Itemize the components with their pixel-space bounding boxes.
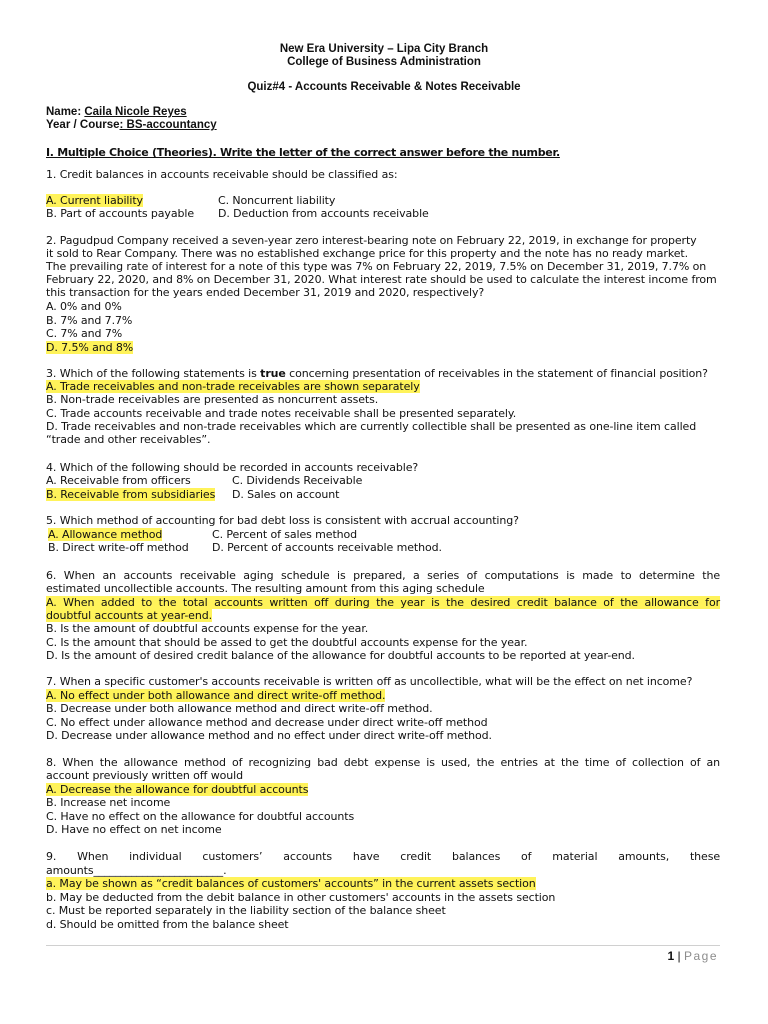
q6-choice-b: B. Is the amount of doubtful accounts expense for the year. (46, 622, 369, 635)
q6-choice-a-line-2 (46, 609, 212, 622)
section-title: I. Multiple Choice (Theories). Write the letter of the correct answer before the number. (46, 146, 560, 159)
question-3-stem (46, 367, 708, 380)
q3-choice-c: C. Trade accounts receivable and trade notes receivable shall be presented separately. (46, 407, 517, 420)
q2-choice-a: A. 0% and 0% (46, 300, 122, 313)
answer-highlight: A. Current liability (46, 194, 143, 207)
q9-choice-d: d. Should be omitted from the balance sheet (46, 918, 289, 931)
q7-choice-a (46, 689, 385, 702)
q3-choice-d-line-2: “trade and other receivables”. (46, 433, 211, 446)
question-2-line-3: The prevailing rate of interest for a note of this type was 7% on February 22, 2019, 7.5% on December 31, 2019, 7.7% on (46, 260, 707, 273)
q8-choice-b: B. Increase net income (46, 796, 171, 809)
question-7-stem: 7. When a specific customer's accounts receivable is written off as uncollectible, what will be the effect on net income? (46, 675, 693, 688)
question-2-line-4: February 22, 2020, and 8% on December 31, 2020. What interest rate should be used to calculate the interest income from (46, 273, 717, 286)
student-name-line (46, 106, 187, 118)
q4-choice-d: D. Sales on account (232, 488, 340, 501)
university-name: New Era University – Lipa City Branch (279, 43, 489, 55)
q6-choice-d: D. Is the amount of desired credit balance of the allowance for doubtful accounts to be reported at year-end. (46, 649, 635, 662)
q4-choice-b (46, 488, 215, 501)
course-line (46, 119, 217, 131)
answer-highlight: A. No effect under both allowance and direct write-off method. (46, 689, 386, 702)
answer-highlight: B. Receivable from subsidiaries (46, 488, 216, 501)
answer-highlight: A. Allowance method (48, 528, 163, 541)
q3-stem-post: concerning presentation of receivables in the statement of financial position? (285, 367, 708, 380)
answer-highlight: a. May be shown as “credit balances of customers' accounts” in the current assets section (46, 877, 536, 890)
q7-choice-d: D. Decrease under allowance method and no effect under direct write-off method. (46, 729, 492, 742)
question-4-stem: 4. Which of the following should be recorded in accounts receivable? (46, 461, 419, 474)
q8-choice-c: C. Have no effect on the allowance for doubtful accounts (46, 810, 355, 823)
q1-choice-b: B. Part of accounts payable (46, 207, 194, 220)
q3-choice-a (46, 380, 420, 393)
footer-separator: | (674, 949, 684, 963)
question-6-line-1: 6. When an accounts receivable aging schedule is prepared, a series of computations is made to determine the (46, 569, 720, 582)
name-label: Name: (46, 106, 85, 118)
q5-choice-a (48, 528, 162, 541)
answer-highlight: A. Trade receivables and non-trade receivables are shown separately (46, 380, 420, 393)
q4-choice-a: A. Receivable from officers (46, 474, 191, 487)
q9-choice-a (46, 877, 536, 890)
q5-choice-c: C. Percent of sales method (212, 528, 358, 541)
q8-choice-a (46, 783, 308, 796)
name-value: Caila Nicole Reyes (84, 106, 187, 118)
answer-highlight: A. Decrease the allowance for doubtful accounts (46, 783, 309, 796)
question-6-line-2: estimated uncollectible accounts. The resulting amount from this aging schedule (46, 582, 485, 595)
q9-choice-c: c. Must be reported separately in the liability section of the balance sheet (46, 904, 446, 917)
college-name: College of Business Administration (287, 56, 481, 68)
answer-highlight: doubtful accounts at year-end. (46, 609, 213, 622)
q8-choice-d: D. Have no effect on net income (46, 823, 222, 836)
q1-choice-a (46, 194, 143, 207)
answer-highlight: D. 7.5% and 8% (46, 341, 134, 354)
q5-choice-b: B. Direct write-off method (48, 541, 189, 554)
q9-choice-b: b. May be deducted from the debit balance in other customers' accounts in the assets section (46, 891, 556, 904)
question-8-line-1: 8. When the allowance method of recognizing bad debt expense is used, the entries at the time of collection of an (46, 756, 720, 769)
q2-choice-c: C. 7% and 7% (46, 327, 123, 340)
question-2-line-1: 2. Pagudpud Company received a seven-year zero interest-bearing note on February 22, 2019, in exchange for property (46, 234, 697, 247)
q5-choice-d: D. Percent of accounts receivable method. (212, 541, 442, 554)
footer-divider (46, 945, 720, 946)
q3-stem-emphasis: true (260, 367, 286, 380)
q1-choice-d: D. Deduction from accounts receivable (218, 207, 429, 220)
question-1-stem: 1. Credit balances in accounts receivable should be classified as: (46, 168, 398, 181)
q3-choice-b: B. Non-trade receivables are presented as noncurrent assets. (46, 393, 379, 406)
q1-choice-c: C. Noncurrent liability (218, 194, 336, 207)
course-label: Year / Course (46, 119, 120, 131)
q3-choice-d-line-1: D. Trade receivables and non-trade receivables which are currently collectible shall be presented as one-line item called (46, 420, 697, 433)
q2-choice-b: B. 7% and 7.7% (46, 314, 133, 327)
question-9-line-2: amounts________________________. (46, 864, 227, 877)
question-8-line-2: account previously written off would (46, 769, 243, 782)
page-footer (667, 949, 718, 963)
quiz-title: Quiz#4 - Accounts Receivable & Notes Receivable (247, 81, 521, 93)
q7-choice-b: B. Decrease under both allowance method and direct write-off method. (46, 702, 433, 715)
q3-stem-pre: 3. Which of the following statements is (46, 367, 261, 380)
q6-choice-c: C. Is the amount that should be assed to get the doubtful accounts expense for the year. (46, 636, 528, 649)
q6-choice-a-line-1: A. When added to the total accounts written off during the year is the desired credit balance of the allowance for (46, 596, 720, 609)
course-value: : BS-accountancy (119, 119, 217, 131)
q4-choice-c: C. Dividends Receivable (232, 474, 363, 487)
page-label: Page (683, 949, 718, 963)
page-number: 1 (667, 949, 675, 963)
question-2-line-2: it sold to Rear Company. There was no established exchange price for this property and the note has no ready market. (46, 247, 688, 260)
q2-choice-d (46, 341, 133, 354)
question-2-line-5: this transaction for the years ended December 31, 2019 and 2020, respectively? (46, 286, 485, 299)
q7-choice-c: C. No effect under allowance method and decrease under direct write-off method (46, 716, 488, 729)
question-9-line-1: 9. When individual customers’ accounts have credit balances of material amounts, these (46, 850, 720, 863)
question-5-stem: 5. Which method of accounting for bad debt loss is consistent with accrual accounting? (46, 514, 519, 527)
